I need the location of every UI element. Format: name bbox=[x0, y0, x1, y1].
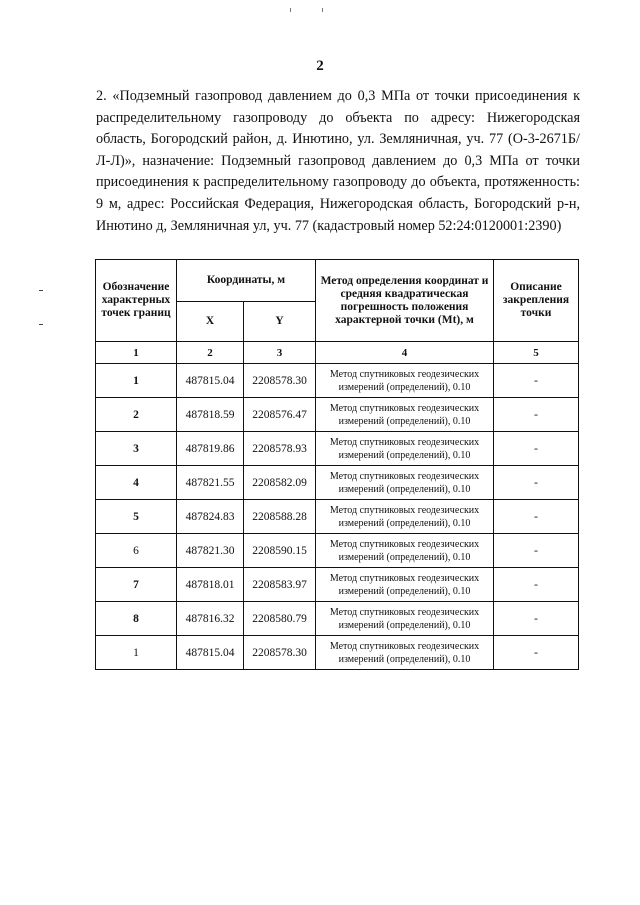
table-row bbox=[96, 364, 579, 398]
header-method: Метод определения координат и средняя квадратическая погрешность положения характерной точки (Mt), м bbox=[316, 260, 494, 342]
point-number: 1 bbox=[96, 364, 177, 398]
method-text: Метод спутниковых геодезических измерений (определений), 0.10 bbox=[316, 534, 494, 568]
scan-mark bbox=[290, 8, 291, 12]
point-number: 1 bbox=[96, 636, 177, 670]
method-text: Метод спутниковых геодезических измерений (определений), 0.10 bbox=[316, 636, 494, 670]
point-number: 7 bbox=[96, 568, 177, 602]
table-row bbox=[96, 398, 579, 432]
fixing-description: - bbox=[494, 568, 579, 602]
table-row bbox=[96, 534, 579, 568]
x-coordinate: 487821.55 bbox=[177, 466, 244, 500]
y-coordinate: 2208582.09 bbox=[244, 466, 316, 500]
method-text: Метод спутниковых геодезических измерений (определений), 0.10 bbox=[316, 568, 494, 602]
fixing-description: - bbox=[494, 398, 579, 432]
y-coordinate: 2208578.93 bbox=[244, 432, 316, 466]
column-number: 2 bbox=[177, 342, 244, 364]
point-number: 8 bbox=[96, 602, 177, 636]
x-coordinate: 487815.04 bbox=[177, 364, 244, 398]
point-number: 6 bbox=[96, 534, 177, 568]
fixing-description: - bbox=[494, 364, 579, 398]
y-coordinate: 2208576.47 bbox=[244, 398, 316, 432]
method-text: Метод спутниковых геодезических измерений (определений), 0.10 bbox=[316, 398, 494, 432]
fixing-description: - bbox=[494, 534, 579, 568]
table-row bbox=[96, 602, 579, 636]
scan-mark bbox=[322, 8, 323, 12]
fixing-description: - bbox=[494, 432, 579, 466]
y-coordinate: 2208580.79 bbox=[244, 602, 316, 636]
x-coordinate: 487816.32 bbox=[177, 602, 244, 636]
method-text: Метод спутниковых геодезических измерений (определений), 0.10 bbox=[316, 432, 494, 466]
method-text: Метод спутниковых геодезических измерений (определений), 0.10 bbox=[316, 364, 494, 398]
page-number: 2 bbox=[316, 58, 324, 74]
point-number: 2 bbox=[96, 398, 177, 432]
x-coordinate: 487818.59 bbox=[177, 398, 244, 432]
margin-mark bbox=[39, 290, 43, 291]
x-coordinate: 487821.30 bbox=[177, 534, 244, 568]
table-row bbox=[96, 500, 579, 534]
table-row bbox=[96, 636, 579, 670]
method-text: Метод спутниковых геодезических измерений (определений), 0.10 bbox=[316, 466, 494, 500]
x-coordinate: 487815.04 bbox=[177, 636, 244, 670]
y-coordinate: 2208590.15 bbox=[244, 534, 316, 568]
point-number: 3 bbox=[96, 432, 177, 466]
y-coordinate: 2208578.30 bbox=[244, 636, 316, 670]
column-number: 1 bbox=[96, 342, 177, 364]
fixing-description: - bbox=[494, 466, 579, 500]
table-row bbox=[96, 568, 579, 602]
object-description-paragraph: 2. «Подземный газопровод давлением до 0,3 МПа от точки присоединения к распределительному газопроводу до объекта по адресу: Нижегородская область, Богородский район, д. Инютино, ул. Земляничная, уч. 77 (О-3-2671Б/Л-Л)», назначение: Подземный газопровод давлением до 0,3 МПа от точки присоединения к распределительному газопроводу до объекта, протяженность: 9 м, адрес: Российская Федерация, Нижегородская область, Богородский р-н, Инютино д, Земляничная ул, уч. 77 (кадастровый номер 52:24:0120001:2390) bbox=[96, 88, 580, 234]
header-x: X bbox=[177, 302, 244, 342]
y-coordinate: 2208588.28 bbox=[244, 500, 316, 534]
margin-mark bbox=[39, 324, 43, 325]
y-coordinate: 2208583.97 bbox=[244, 568, 316, 602]
column-number: 5 bbox=[494, 342, 579, 364]
fixing-description: - bbox=[494, 500, 579, 534]
fixing-description: - bbox=[494, 602, 579, 636]
method-text: Метод спутниковых геодезических измерений (определений), 0.10 bbox=[316, 602, 494, 636]
point-number: 5 bbox=[96, 500, 177, 534]
column-number: 4 bbox=[316, 342, 494, 364]
fixing-description: - bbox=[494, 636, 579, 670]
y-coordinate: 2208578.30 bbox=[244, 364, 316, 398]
table-row bbox=[96, 466, 579, 500]
x-coordinate: 487818.01 bbox=[177, 568, 244, 602]
header-coordinates: Координаты, м bbox=[177, 260, 316, 302]
x-coordinate: 487819.86 bbox=[177, 432, 244, 466]
method-text: Метод спутниковых геодезических измерений (определений), 0.10 bbox=[316, 500, 494, 534]
coordinates-table bbox=[95, 259, 579, 670]
header-point-designation: Обозначение характерных точек границ bbox=[96, 260, 177, 342]
point-number: 4 bbox=[96, 466, 177, 500]
table-row bbox=[96, 432, 579, 466]
x-coordinate: 487824.83 bbox=[177, 500, 244, 534]
header-description: Описание закрепления точки bbox=[494, 260, 579, 342]
column-number: 3 bbox=[244, 342, 316, 364]
header-y: Y bbox=[244, 302, 316, 342]
